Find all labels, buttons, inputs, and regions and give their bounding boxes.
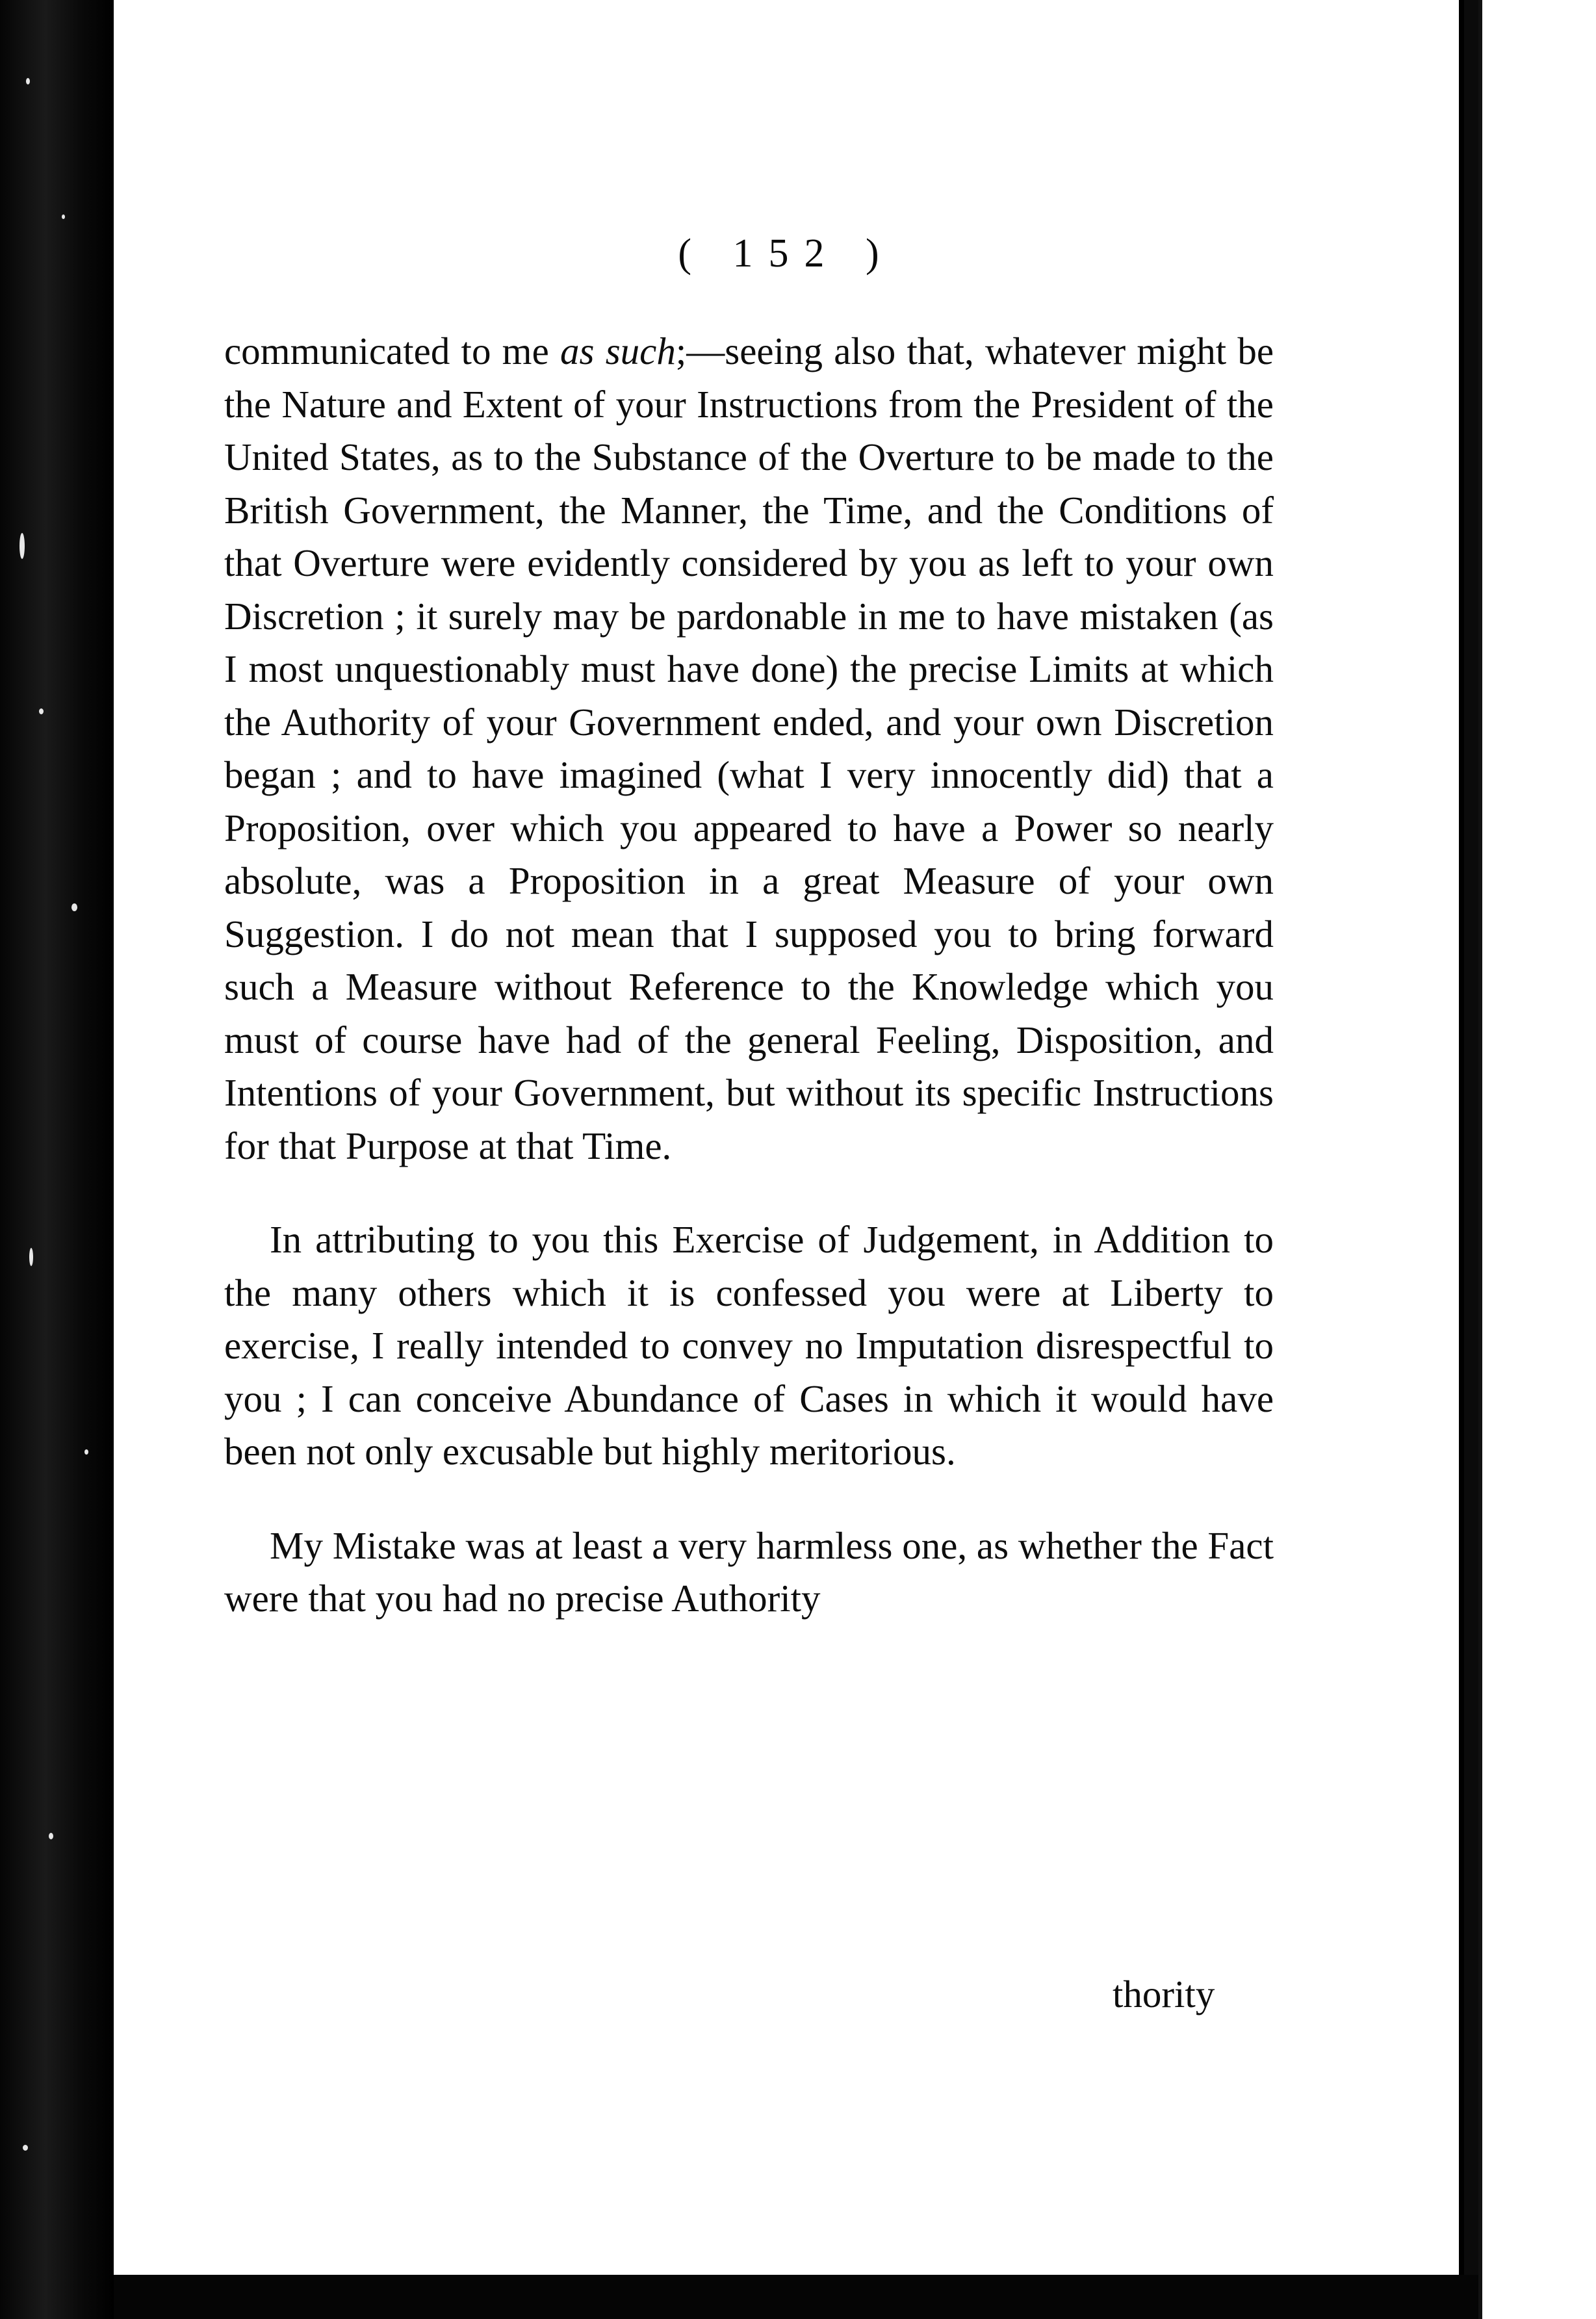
italic-phrase: as such [560,330,676,372]
body-text [224,325,1274,1626]
paragraph-3: My Mistake was at least a very harmless one, as whether the Fact were that you had no precise Authority [224,1523,1274,1620]
page-number: ( 152 ) [678,231,895,276]
catchword: thority [1113,1973,1215,2015]
paragraph-1-start: communicated to me [224,330,561,372]
paragraph-2: In attributing to you this Exercise of Judgement, in Addition to the many others which it is confessed you were at Liberty to exercise, I really intended to convey no Imputation disrespectful to you ; I can conceive Abundance of Cases in which it would have been not only excusable but highly meritorious. [224,1218,1274,1473]
adjacent-page-edge [1478,0,1596,2319]
paragraph-1-rest: ;—seeing also that, whatever might be the Nature and Extent of your Instructions from the President of the United States, as to the Substance of the Overture to be made to the British Government, the Manner, the Time, and the Conditions of that Overture were evidently considered by you as left to your own Discretion ; it surely may be pardonable in me to have mistaken (as I most unquestionably must have done) the precise Limits at which the Authority of your Government ended, and your own Discretion began ; and to have imagined (what I very innocently did) that a Proposition, over which you appeared to have a Power so nearly absolute, was a Proposition in a great Measure of your own Suggestion. I do not mean that I supposed you to bring forward such a Measure without Reference to the Knowledge which you must of course have had of the general Feeling, Disposition, and Intentions of your Government, but without its specific Instructions for that Purpose at that Time. [224,330,1274,1167]
scan-background-bottom [114,2275,1478,2319]
scan-background-left [0,0,114,2319]
paragraph-1 [224,325,1274,1172]
